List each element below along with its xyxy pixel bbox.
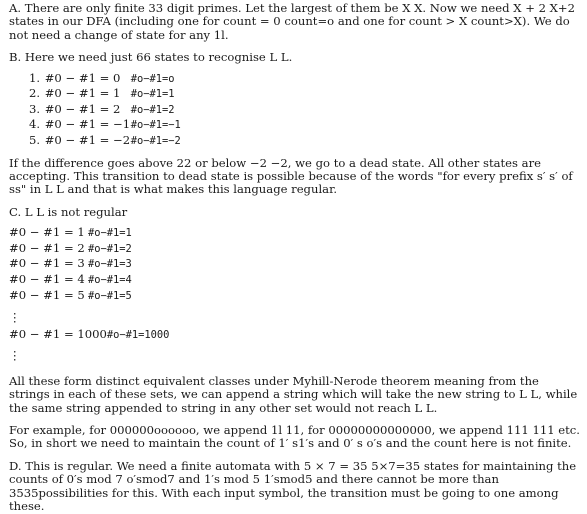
vertical-ellipsis: ⋮ xyxy=(9,347,21,362)
part-a-paragraph: A. There are only finite 33 digit primes. Let the largest of them be X X. Now we need X + 2 X+2 states in our DFA (including one for count = 0 count=o and one for count > X count>X). We do not need a change of state for any 1l. xyxy=(9,1,575,42)
equation-line: #0 − #1 = 2 #o−#1=2 xyxy=(9,240,132,255)
part-c-big-equation xyxy=(9,327,581,343)
vertical-ellipsis: ⋮ xyxy=(9,310,21,325)
equation-line: #0 − #1 = 5 #o−#1=5 xyxy=(9,287,132,302)
part-b-explanation: If the difference goes above 22 or below −2 −2, we go to a dead state. All other states are accepting. This transition to dead state is possible because of the words "for every prefix s′ s′ of ss" in L L and that is what makes this language regular. xyxy=(9,155,573,197)
equation-line: #0 − #1 = 4 #o−#1=4 xyxy=(9,272,132,286)
equation-line: #0 − #1 = 1000#o−#1=1000 xyxy=(9,327,170,342)
equation-item: 1. #0 − #1 = 0 #o−#1=o xyxy=(29,70,175,85)
equation-line: #0 − #1 = 3 #o−#1=3 xyxy=(9,256,132,271)
part-c-equation-list xyxy=(9,225,581,303)
part-c-paragraph-2: For example, for 000000oooooo, we append 1l 11, for 00000000000000, we append 111 111 etc. So, in short we need to maintain the count of 1′ s1′s and 0′ s o′s and the count here is not finite. xyxy=(9,423,580,451)
part-b-equation-list xyxy=(9,71,581,149)
part-b-intro: B. Here we need just 66 states to recognise L L. xyxy=(9,50,293,65)
part-c-paragraph-1: All these form distinct equivalent classes under Myhill-Nerode theorem meaning from the strings in each of these sets, we can append a string which will take the new string to L L, while the same string appended to string in any other set would not reach L L. xyxy=(9,373,578,415)
equation-line: #0 − #1 = 1 #o−#1=1 xyxy=(9,225,132,240)
equation-item: 3. #0 − #1 = 2 #o−#1=2 xyxy=(29,101,175,116)
part-c-intro: C. L L is not regular xyxy=(9,204,128,219)
equation-item: 4. #0 − #1 = −1#o−#1=−1 xyxy=(29,117,181,132)
part-d-paragraph: D. This is regular. We need a finite automata with 5 × 7 = 35 5×7=35 states for maintaining the counts of 0′s mod 7 o′smod7 and 1′s mod 5 1′smod5 and there cannot be more than 3535possibilities for this. With each input symbol, the transition must be going to one among these. xyxy=(9,458,577,514)
equation-item: 5. #0 − #1 = −2#o−#1=−2 xyxy=(29,133,181,147)
equation-item: 2. #0 − #1 = 1 #o−#1=1 xyxy=(29,86,175,101)
